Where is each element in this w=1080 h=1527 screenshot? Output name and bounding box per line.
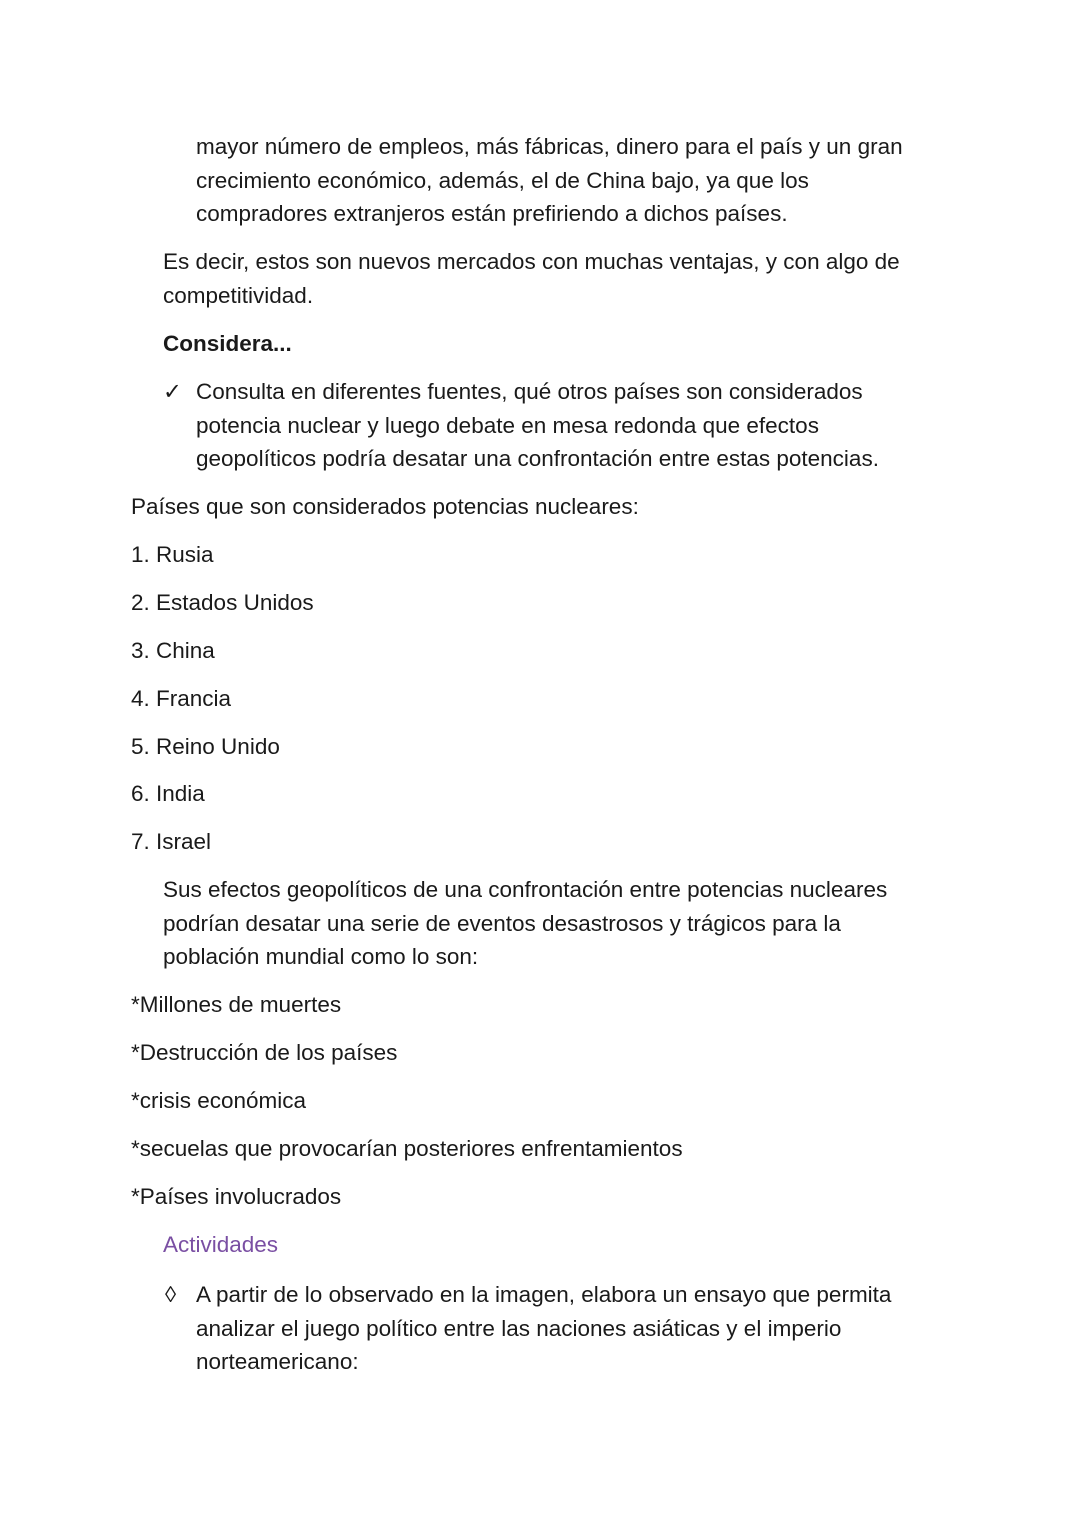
list-item: 7. Israel xyxy=(131,829,212,854)
considera-line: geopolíticos podría desatar una confrontación entre estas potencias. xyxy=(196,446,879,471)
effects-line: población mundial como lo son: xyxy=(163,944,479,969)
list-item: 4. Francia xyxy=(131,686,232,711)
considera-line: potencia nuclear y luego debate en mesa redonda que efectos xyxy=(196,413,819,438)
actividades-line: norteamericano: xyxy=(196,1349,359,1374)
intro-line: compradores extranjeros están prefiriendo a dichos países. xyxy=(196,201,788,226)
list-item: *Países involucrados xyxy=(131,1184,342,1209)
effects-line: podrían desatar una serie de eventos desastrosos y trágicos para la xyxy=(163,911,841,936)
intro-line: crecimiento económico, además, el de China bajo, ya que los xyxy=(196,168,809,193)
list-item: *Destrucción de los países xyxy=(131,1040,398,1065)
considera-line: Consulta en diferentes fuentes, qué otros países son considerados xyxy=(196,379,863,404)
summary-line: Es decir, estos son nuevos mercados con muchas ventajas, y con algo de xyxy=(163,249,900,274)
intro-line: mayor número de empleos, más fábricas, dinero para el país y un gran xyxy=(196,134,903,159)
actividades-line: analizar el juego político entre las naciones asiáticas y el imperio xyxy=(196,1316,842,1341)
actividades-line: A partir de lo observado en la imagen, elabora un ensayo que permita xyxy=(196,1282,892,1307)
list-item: *crisis económica xyxy=(131,1088,307,1113)
list-item: 5. Reino Unido xyxy=(131,734,280,759)
diamond-icon: ◊ xyxy=(165,1282,177,1307)
actividades-heading: Actividades xyxy=(163,1232,279,1257)
considera-heading: Considera... xyxy=(163,331,292,356)
list-item: 1. Rusia xyxy=(131,542,214,567)
effects-line: Sus efectos geopolíticos de una confrontación entre potencias nucleares xyxy=(163,877,888,902)
list-item: 6. India xyxy=(131,781,205,806)
list-item: *secuelas que provocarían posteriores enfrentamientos xyxy=(131,1136,683,1161)
nuclear-powers-heading: Países que son considerados potencias nucleares: xyxy=(131,494,639,519)
summary-line: competitividad. xyxy=(163,283,314,308)
list-item: 2. Estados Unidos xyxy=(131,590,314,615)
checkmark-icon: ✓ xyxy=(163,379,182,404)
list-item: 3. China xyxy=(131,638,215,663)
list-item: *Millones de muertes xyxy=(131,992,342,1017)
